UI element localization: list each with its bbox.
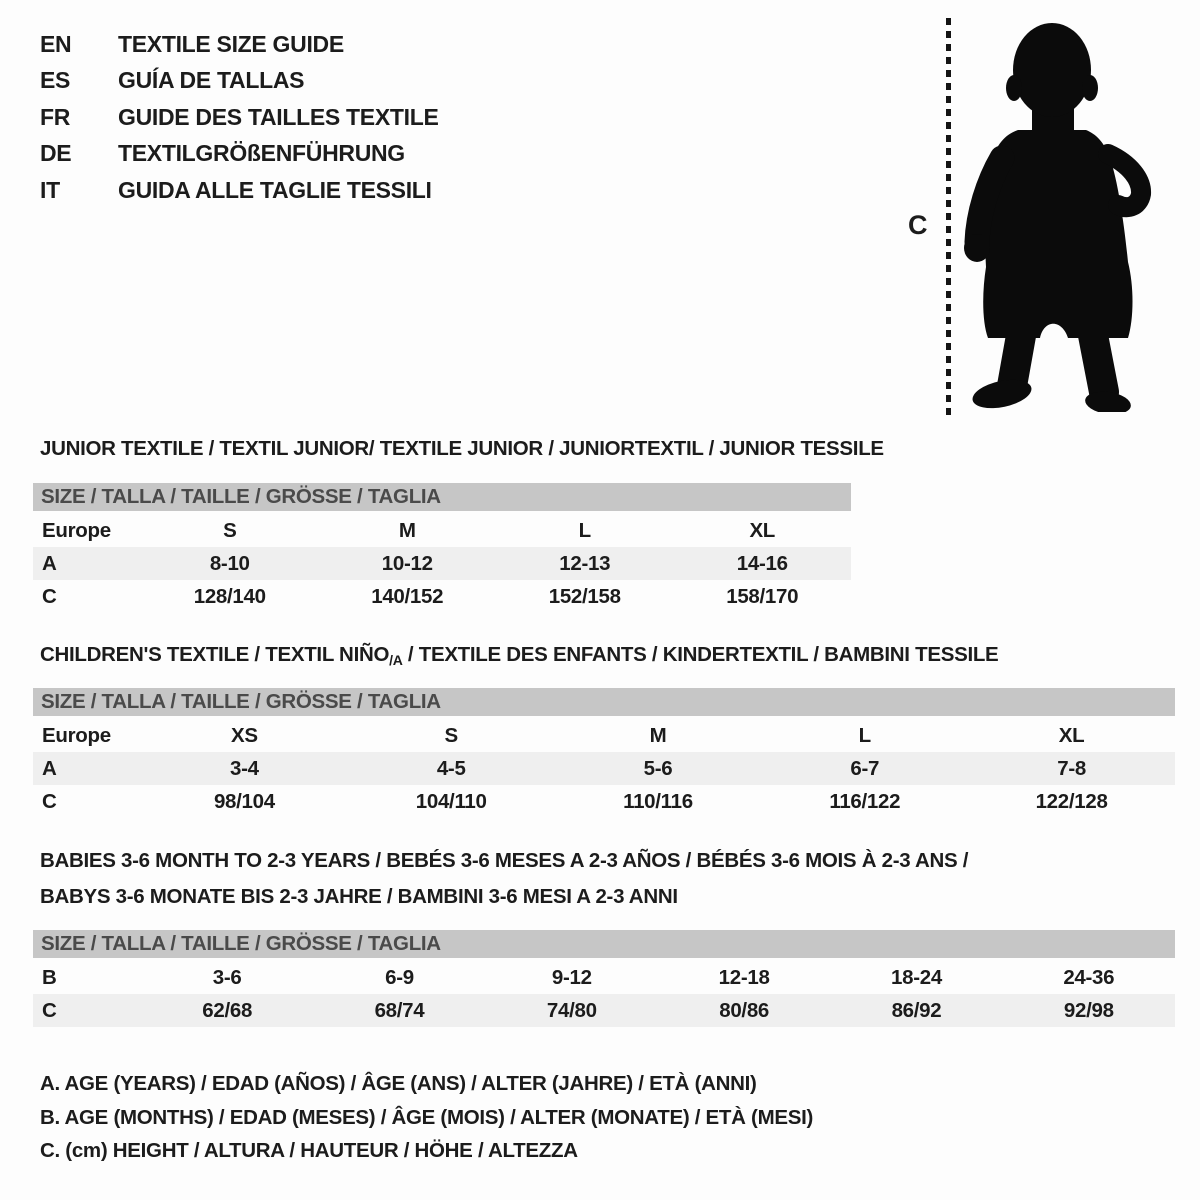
size-cell: XL: [749, 519, 776, 542]
footnote-age-years: A. AGE (YEARS) / EDAD (AÑOS) / ÂGE (ANS) / ALTER (JAHRE) / ETÀ (ANNI): [40, 1072, 757, 1095]
height-cell: 122/128: [1035, 790, 1108, 813]
children-table-header: SIZE / TALLA / TAILLE / GRÖSSE / TAGLIA: [33, 688, 1175, 716]
row-label: A: [42, 757, 57, 780]
months-cell: 18-24: [891, 966, 942, 989]
age-cell: 4-5: [436, 757, 466, 780]
table-row-europe: [33, 514, 851, 547]
size-cell: M: [649, 724, 667, 747]
height-cell: 92/98: [1063, 999, 1114, 1022]
height-cell: 116/122: [829, 790, 901, 813]
row-label: B: [42, 966, 57, 989]
babies-title-line1: BABIES 3-6 MONTH TO 2-3 YEARS / BEBÉS 3-6 MESES A 2-3 AÑOS / BÉBÉS 3-6 MOIS À 2-3 ANS /: [40, 849, 969, 872]
babies-size-table: [33, 930, 1175, 1027]
height-cell: 68/74: [374, 999, 425, 1022]
size-cell: S: [444, 724, 458, 747]
language-row-fr: [40, 99, 439, 136]
size-cell: XL: [1058, 724, 1085, 747]
guide-title-it: GUIDA ALLE TAGLIE TESSILI: [118, 176, 432, 203]
language-row-it: [40, 172, 439, 209]
age-cell: 10-12: [381, 552, 433, 575]
children-title-post: / TEXTILE DES ENFANTS / KINDERTEXTIL / BAMBINI TESSILE: [402, 643, 999, 666]
age-cell: 8-10: [209, 552, 250, 575]
baby-silhouette-icon: [958, 22, 1163, 412]
language-row-en: [40, 26, 439, 63]
height-cell: 104/110: [415, 790, 487, 813]
height-cell: 74/80: [546, 999, 597, 1022]
row-label: Europe: [42, 724, 111, 747]
height-cell: 128/140: [193, 585, 266, 608]
language-row-es: [40, 63, 439, 100]
children-section-title: [40, 643, 998, 668]
children-title-sub: /A: [389, 652, 403, 668]
children-size-table: [33, 688, 1175, 818]
months-cell: 12-18: [718, 966, 770, 989]
height-cell: 152/158: [548, 585, 621, 608]
language-code: DE: [40, 140, 72, 167]
table-row-height: [33, 580, 851, 613]
size-cell: S: [223, 519, 237, 542]
months-cell: 6-9: [385, 966, 414, 989]
age-cell: 6-7: [850, 757, 880, 780]
babies-title-line2: BABYS 3-6 MONATE BIS 2-3 JAHRE / BAMBINI 3-6 MESI A 2-3 ANNI: [40, 885, 678, 908]
guide-title-en: TEXTILE SIZE GUIDE: [118, 30, 344, 57]
junior-section-title: JUNIOR TEXTILE / TEXTIL JUNIOR/ TEXTILE JUNIOR / JUNIORTEXTIL / JUNIOR TESSILE: [40, 437, 884, 460]
size-cell: L: [578, 519, 591, 542]
height-measure-dashed-line: [946, 18, 951, 416]
age-cell: 5-6: [643, 757, 673, 780]
footnote-age-months: B. AGE (MONTHS) / EDAD (MESES) / ÂGE (MOIS) / ALTER (MONATE) / ETÀ (MESI): [40, 1105, 814, 1129]
height-cell: 140/152: [371, 585, 444, 608]
months-cell: 9-12: [551, 966, 592, 989]
age-cell: 14-16: [736, 552, 788, 575]
table-row-age: [33, 547, 851, 580]
size-cell: M: [398, 519, 416, 542]
height-cell: 98/104: [213, 790, 275, 813]
table-row-height: [33, 785, 1175, 818]
language-code: IT: [40, 176, 60, 203]
table-row-months: [33, 961, 1175, 994]
row-label: C: [42, 999, 57, 1022]
legend-footnotes: [40, 1072, 813, 1173]
babies-table-header: SIZE / TALLA / TAILLE / GRÖSSE / TAGLIA: [33, 930, 1175, 958]
row-label: Europe: [42, 519, 111, 542]
size-cell: L: [858, 724, 871, 747]
height-measure-label: C: [908, 210, 928, 240]
junior-size-table: [33, 483, 851, 613]
table-row-height: [33, 994, 1175, 1027]
table-row-age: [33, 752, 1175, 785]
junior-table-header: SIZE / TALLA / TAILLE / GRÖSSE / TAGLIA: [33, 483, 851, 511]
age-cell: 7-8: [1057, 757, 1086, 780]
language-row-de: [40, 136, 439, 173]
language-code: EN: [40, 30, 72, 57]
guide-title-es: GUÍA DE TALLAS: [118, 67, 305, 94]
height-cell: 158/170: [726, 585, 799, 608]
children-title-pre: CHILDREN'S TEXTILE / TEXTIL NIÑO: [40, 643, 390, 666]
babies-section-title: [40, 843, 1040, 915]
language-code: ES: [40, 67, 71, 94]
size-cell: XS: [231, 724, 258, 747]
table-row-europe: [33, 719, 1175, 752]
footnote-height-cm: C. (cm) HEIGHT / ALTURA / HAUTEUR / HÖHE / ALTEZZA: [40, 1139, 578, 1162]
guide-title-de: TEXTILGRÖßENFÜHRUNG: [118, 140, 405, 167]
months-cell: 3-6: [212, 966, 242, 989]
height-cell: 62/68: [202, 999, 253, 1022]
height-cell: 110/116: [623, 790, 693, 813]
height-cell: 86/92: [891, 999, 942, 1022]
row-label: C: [42, 790, 57, 813]
age-cell: 12-13: [559, 552, 611, 575]
row-label: C: [42, 585, 57, 608]
months-cell: 24-36: [1063, 966, 1115, 989]
age-cell: 3-4: [230, 757, 259, 780]
language-title-block: [40, 26, 439, 209]
guide-title-fr: GUIDE DES TAILLES TEXTILE: [118, 103, 439, 130]
row-label: A: [42, 552, 57, 575]
language-code: FR: [40, 103, 71, 130]
height-cell: 80/86: [719, 999, 770, 1022]
